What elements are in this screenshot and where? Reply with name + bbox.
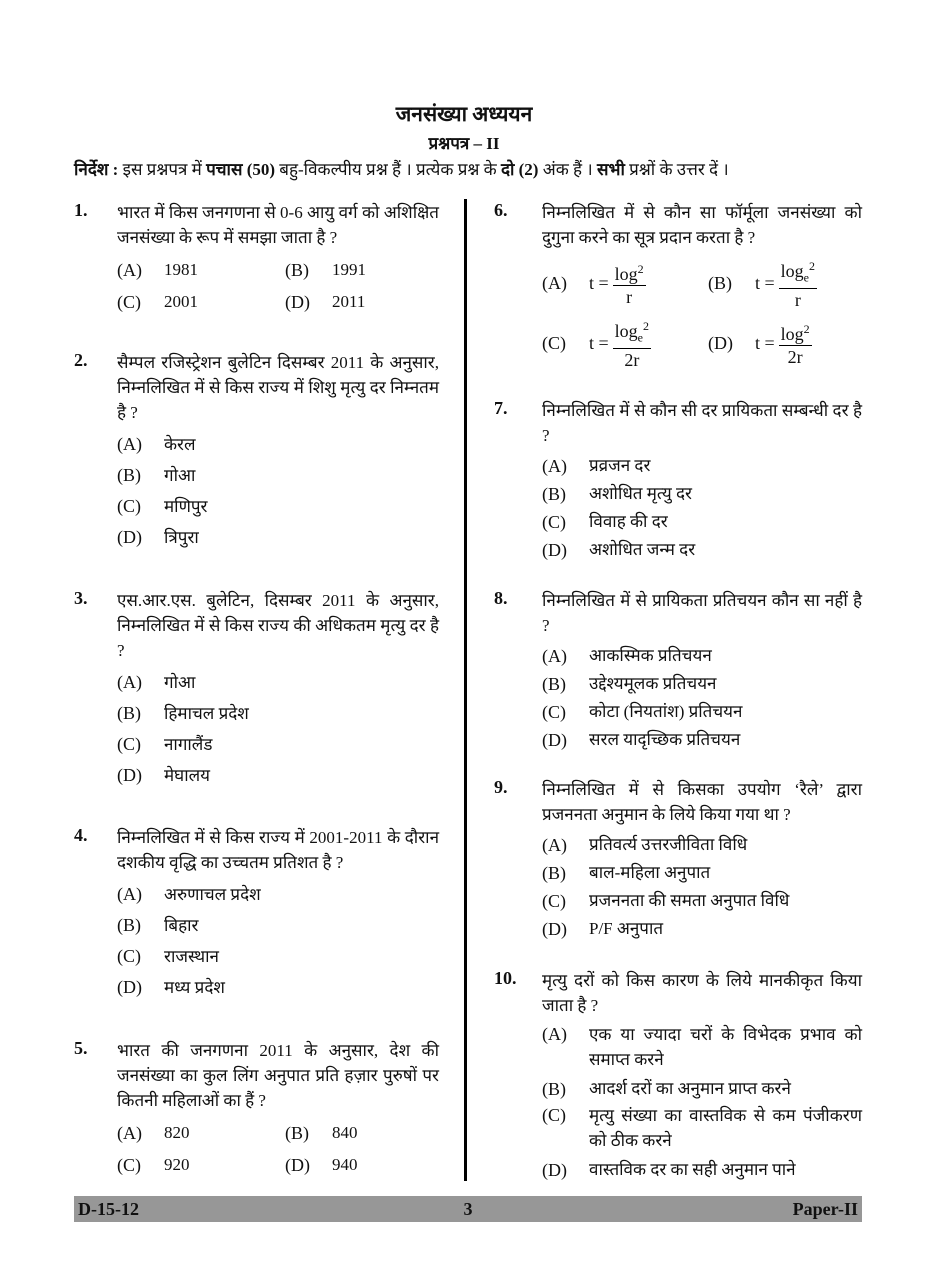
option-text: प्रजननता की समता अनुपात विधि (589, 891, 790, 910)
option-text: 2011 (332, 292, 366, 311)
option-b[interactable] (117, 910, 439, 941)
question-2 (74, 350, 439, 553)
option-text: 840 (332, 1123, 358, 1142)
option-d[interactable] (542, 726, 862, 754)
option-text: एक या ज्यादा चरों के विभेदक प्रभाव को समाप्त करने (589, 1025, 862, 1069)
option-label: (A) (117, 260, 142, 280)
option-label: (A) (117, 1123, 142, 1143)
question-number: 9. (494, 777, 508, 797)
question-number: 1. (74, 200, 88, 220)
option-a[interactable] (542, 256, 708, 310)
formula-denominator: r (626, 287, 633, 307)
option-c[interactable] (542, 508, 862, 536)
option-label: (C) (117, 496, 141, 516)
option-label: (D) (117, 977, 142, 997)
formula-fraction (779, 255, 817, 312)
option-text: केरल (164, 435, 196, 454)
option-a[interactable] (117, 879, 439, 910)
option-text: कोटा (नियतांश) प्रतिचयन (589, 702, 743, 721)
option-label: (C) (542, 702, 566, 722)
option-text: मृत्यु संख्या का वास्तविक से कम पंजीकरण को ठीक करने (589, 1106, 862, 1150)
option-text: गोआ (164, 673, 196, 692)
option-c[interactable] (542, 887, 862, 915)
option-a[interactable] (117, 254, 285, 286)
option-label: (D) (117, 765, 142, 785)
options (117, 429, 439, 553)
option-a[interactable] (542, 1022, 862, 1072)
option-text: गोआ (164, 466, 196, 485)
option-a[interactable] (117, 1117, 285, 1149)
option-text: 820 (164, 1123, 190, 1142)
option-label: (B) (117, 465, 141, 485)
instructions-all: सभी (597, 160, 625, 179)
options (117, 879, 439, 1003)
option-text: 1991 (332, 260, 366, 279)
option-b[interactable] (542, 480, 862, 508)
question-number: 10. (494, 968, 517, 988)
option-c[interactable] (542, 1103, 862, 1153)
option-label: (C) (117, 946, 141, 966)
options (542, 1022, 862, 1184)
option-c[interactable] (542, 698, 862, 726)
question-number: 8. (494, 588, 508, 608)
option-b[interactable] (117, 460, 439, 491)
option-label: (C) (117, 292, 141, 312)
option-label: (D) (542, 1160, 567, 1180)
paper-code: D-15-12 (78, 1199, 139, 1219)
option-label: (A) (542, 272, 567, 293)
option-label: (C) (542, 1105, 566, 1125)
formula-log: log (614, 320, 638, 341)
question-number: 6. (494, 200, 508, 220)
option-a[interactable] (542, 831, 862, 859)
question-text: निम्नलिखित में से किसका उपयोग ‘रैले’ द्वारा प्रजननता अनुमान के लिये किया गया था ? (542, 780, 862, 824)
option-text: वास्तविक दर का सही अनुमान पाने (589, 1160, 796, 1179)
option-d[interactable] (117, 760, 439, 791)
option-b[interactable] (542, 670, 862, 698)
question-10 (494, 968, 862, 1184)
option-label: (B) (285, 260, 309, 280)
option-label: (A) (542, 1024, 567, 1044)
options (117, 254, 439, 318)
option-d[interactable] (285, 286, 453, 318)
formula-sub: e (637, 330, 643, 345)
option-label: (B) (708, 272, 732, 293)
options (542, 831, 862, 943)
question-number: 4. (74, 825, 88, 845)
question-text: भारत में किस जनगणना से 0-6 आयु वर्ग को अशिक्षित जनसंख्या के रूप में समझा जाता है ? (117, 203, 439, 247)
question-text: मृत्यु दरों को किस कारण के लिये मानकीकृत किया जाता है ? (542, 971, 862, 1015)
option-label: (B) (285, 1123, 309, 1143)
question-text: एस.आर.एस. बुलेटिन, दिसम्बर 2011 के अनुसार, निम्नलिखित में से किस राज्य की अधिकतम मृत्यु दर है ? (117, 591, 439, 660)
question-number: 5. (74, 1038, 88, 1058)
option-label: (B) (542, 484, 566, 504)
formula-lhs: t = (589, 272, 609, 293)
option-text: P/F अनुपात (589, 919, 664, 938)
formula-denominator: 2r (787, 347, 803, 367)
options (542, 452, 862, 564)
option-text: 920 (164, 1155, 190, 1174)
option-text: मध्य प्रदेश (164, 978, 225, 997)
option-label: (C) (117, 1155, 141, 1175)
question-9 (494, 777, 862, 943)
options (117, 667, 439, 791)
option-label: (D) (542, 540, 567, 560)
question-1 (74, 200, 439, 318)
formula-log: log (780, 324, 804, 344)
option-label: (D) (117, 527, 142, 547)
question-text: भारत की जनगणना 2011 के अनुसार, देश की जनसंख्या का कुल लिंग अनुपात प्रति हज़ार पुरुषों पर कितनी महिलाओं का हैं ? (117, 1041, 439, 1110)
page-number: 3 (463, 1199, 473, 1219)
instructions-text: बहु-विकल्पीय प्रश्न हैं । प्रत्येक प्रश्न के (275, 160, 501, 179)
option-label: (B) (117, 703, 141, 723)
formula-denominator: 2r (624, 350, 640, 371)
option-text: अशोधित जन्म दर (589, 540, 696, 559)
formula-lhs: t = (755, 272, 775, 293)
question-number: 2. (74, 350, 88, 370)
option-d[interactable] (285, 1149, 453, 1181)
formula-sup: 2 (637, 262, 644, 276)
option-text: मेघालय (164, 766, 211, 785)
formula-denominator: r (794, 290, 801, 311)
column-divider (464, 199, 467, 1181)
option-label: (B) (542, 1079, 566, 1099)
options (542, 642, 862, 754)
option-b[interactable] (285, 254, 453, 286)
option-text: त्रिपुरा (164, 528, 199, 547)
option-c[interactable] (117, 491, 439, 522)
formula-sup: 2 (803, 322, 810, 336)
option-label: (A) (117, 672, 142, 692)
formula-fraction (779, 318, 812, 368)
option-c[interactable] (117, 941, 439, 972)
instructions-text: इस प्रश्नपत्र में (118, 160, 207, 179)
instructions-count: पचास (50) (206, 160, 276, 179)
option-text: अरुणाचल प्रदेश (164, 885, 261, 904)
option-d[interactable] (708, 316, 878, 370)
question-6 (494, 200, 862, 370)
question-text: सैम्पल रजिस्ट्रेशन बुलेटिन दिसम्बर 2011 के अनुसार, निम्नलिखित में से किस राज्य में शिशु मृत्यु दर निम्नतम है ? (117, 353, 439, 422)
option-text: प्रतिवर्त्य उत्तरजीविता विधि (589, 835, 748, 854)
option-label: (B) (542, 674, 566, 694)
option-label: (D) (542, 730, 567, 750)
formula-fraction (613, 258, 646, 308)
question-text: निम्नलिखित में से किस राज्य में 2001-2011 के दौरान दशकीय वृद्धि का उच्चतम प्रतिशत है ? (117, 828, 439, 872)
question-4 (74, 825, 439, 1003)
option-c[interactable] (117, 1149, 285, 1181)
option-b[interactable] (117, 698, 439, 729)
instructions-marks: दो (2) (500, 160, 539, 179)
question-text: निम्नलिखित में से प्रायिकता प्रतिचयन कौन सा नहीं है ? (542, 591, 862, 635)
option-text: अशोधित मृत्यु दर (589, 484, 692, 503)
option-text: 1981 (164, 260, 198, 279)
options (117, 1117, 439, 1181)
option-label: (A) (117, 884, 142, 904)
option-c[interactable] (117, 729, 439, 760)
instructions-label: निर्देश : (74, 160, 119, 179)
option-label: (C) (542, 512, 566, 532)
options (542, 256, 862, 370)
option-d[interactable] (542, 915, 862, 943)
option-b[interactable] (285, 1117, 453, 1149)
option-text: 2001 (164, 292, 198, 311)
option-label: (D) (285, 1155, 310, 1175)
option-a[interactable] (117, 429, 439, 460)
option-text: राजस्थान (164, 947, 219, 966)
instructions (74, 157, 874, 180)
option-label: (B) (117, 915, 141, 935)
option-text: आकस्मिक प्रतिचयन (589, 646, 712, 665)
option-text: 940 (332, 1155, 358, 1174)
option-label: (A) (542, 835, 567, 855)
option-text: प्रव्रजन दर (589, 456, 651, 475)
instructions-text: प्रश्नों के उत्तर दें । (624, 160, 729, 179)
option-d[interactable] (542, 536, 862, 564)
option-d[interactable] (542, 1156, 862, 1184)
formula-log: log (614, 264, 638, 284)
option-a[interactable] (542, 452, 862, 480)
option-text: नागालैंड (164, 735, 213, 754)
option-label: (C) (542, 332, 566, 353)
option-text: विवाह की दर (589, 512, 668, 531)
formula-sup: 2 (643, 318, 649, 333)
option-a[interactable] (117, 667, 439, 698)
paper-label: Paper-II (792, 1199, 858, 1219)
formula-lhs: t = (589, 332, 609, 353)
option-d[interactable] (117, 522, 439, 553)
option-text: आदर्श दरों का अनुमान प्राप्त करने (589, 1079, 791, 1098)
option-text: सरल यादृच्छिक प्रतिचयन (589, 730, 741, 749)
option-text: मणिपुर (164, 497, 208, 516)
option-label: (D) (542, 919, 567, 939)
option-label: (C) (542, 891, 566, 911)
option-b[interactable] (708, 256, 878, 310)
question-7 (494, 398, 862, 564)
option-label: (B) (542, 863, 566, 883)
option-b[interactable] (542, 1075, 862, 1103)
option-text: बिहार (164, 916, 199, 935)
option-text: उद्देश्यमूलक प्रतिचयन (589, 674, 717, 693)
formula-fraction (613, 315, 651, 372)
option-label: (A) (542, 646, 567, 666)
option-text: बाल-महिला अनुपात (589, 863, 711, 882)
option-c[interactable] (542, 316, 708, 370)
option-label: (D) (708, 332, 733, 353)
option-label: (A) (117, 434, 142, 454)
question-text: निम्नलिखित में से कौन सी दर प्रायिकता सम्बन्धी दर है ? (542, 401, 862, 445)
formula-sup: 2 (809, 258, 815, 273)
option-a[interactable] (542, 642, 862, 670)
question-3 (74, 588, 439, 791)
option-c[interactable] (117, 286, 285, 318)
option-d[interactable] (117, 972, 439, 1003)
page-title: जनसंख्या अध्ययन (395, 102, 533, 126)
question-number: 7. (494, 398, 508, 418)
page-footer (74, 1196, 862, 1222)
option-label: (D) (285, 292, 310, 312)
question-8 (494, 588, 862, 754)
option-text: हिमाचल प्रदेश (164, 704, 249, 723)
option-label: (C) (117, 734, 141, 754)
question-text: निम्नलिखित में से कौन सा फॉर्मूला जनसंख्या को दुगुना करने का सूत्र प्रदान करता है ? (542, 203, 862, 247)
paper-subtitle: प्रश्नपत्र – II (428, 134, 500, 153)
formula-log: log (780, 260, 804, 281)
instructions-text: अंक हैं । (538, 160, 597, 179)
option-label: (A) (542, 456, 567, 476)
question-number: 3. (74, 588, 88, 608)
option-b[interactable] (542, 859, 862, 887)
question-5 (74, 1038, 439, 1181)
formula-sub: e (803, 270, 809, 285)
formula-lhs: t = (755, 332, 775, 353)
